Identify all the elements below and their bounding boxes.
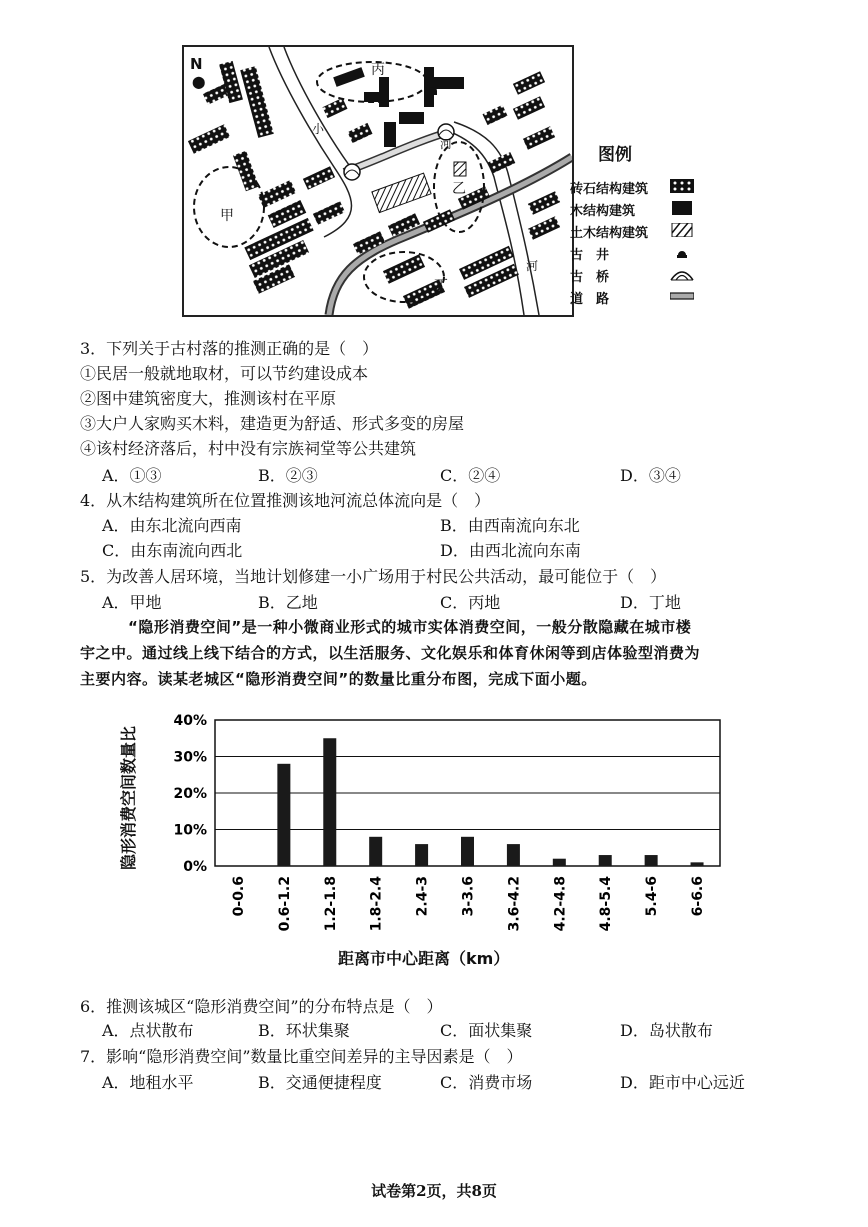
question-3-statement-2: ②图中建筑密度大，推测该村在平原 bbox=[80, 389, 337, 408]
bar-2.4-3 bbox=[415, 844, 428, 866]
q5-option-a[interactable]: A．甲地 bbox=[102, 593, 162, 612]
x-tick-label: 3-3.6 bbox=[460, 876, 477, 917]
question-4-stem: 4．从木结构建筑所在位置推测该地河流总体流向是（ ） bbox=[80, 491, 491, 510]
q3-option-c[interactable]: C．②④ bbox=[440, 466, 501, 485]
chart-xlabel: 距离市中心距离（km） bbox=[338, 949, 510, 968]
region-ding bbox=[364, 252, 444, 302]
question-3-statement-1: ①民居一般就地取材，可以节约建设成本 bbox=[80, 364, 369, 383]
village-map-svg bbox=[184, 47, 572, 315]
q3-option-d[interactable]: D．③④ bbox=[620, 466, 681, 485]
bar-4.8-5.4 bbox=[599, 855, 612, 866]
question-5-stem: 5．为改善人居环境，当地计划修建一小广场用于村民公共活动，最可能位于（ ） bbox=[80, 567, 667, 586]
q3-option-b[interactable]: B．②③ bbox=[258, 466, 318, 485]
legend-label: 木结构建筑 bbox=[570, 204, 636, 219]
y-tick-label: 0% bbox=[183, 859, 207, 875]
x-tick-label: 1.8-2.4 bbox=[368, 876, 385, 932]
q4-option-a[interactable]: A．由东北流向西南 bbox=[102, 516, 242, 535]
x-tick-label: 4.8-5.4 bbox=[598, 876, 615, 932]
q6-option-a[interactable]: A．点状散布 bbox=[102, 1021, 194, 1040]
q7-option-b[interactable]: B．交通便捷程度 bbox=[258, 1073, 382, 1092]
legend-item-wood bbox=[570, 198, 705, 220]
legend-item-road bbox=[570, 286, 705, 308]
q4-option-c[interactable]: C．由东南流向西北 bbox=[102, 541, 243, 560]
legend-item-well bbox=[570, 242, 705, 264]
x-tick-label: 6-6.6 bbox=[690, 876, 707, 917]
bar-3.6-4.2 bbox=[507, 844, 520, 866]
passage-line-1: “隐形消费空间”是一种小微商业形式的城市实体消费空间，一般分散隐藏在城市楼 bbox=[128, 618, 692, 636]
earth-hatched-icon bbox=[670, 223, 694, 237]
q7-option-d[interactable]: D．距市中心远近 bbox=[620, 1073, 745, 1092]
x-tick-label: 5.4-6 bbox=[644, 876, 661, 917]
brick-dots-icon bbox=[670, 179, 694, 193]
village-map bbox=[182, 45, 574, 317]
question-7-stem: 7．影响“隐形消费空间”数量比重空间差异的主导因素是（ ） bbox=[80, 1047, 523, 1066]
chart-ylabel-wrap bbox=[120, 720, 150, 880]
region-label-ding: 丁 bbox=[434, 278, 448, 294]
question-3-statement-4: ④该村经济落后，村中没有宗族祠堂等公共建筑 bbox=[80, 439, 417, 458]
x-tick-label: 1.2-1.8 bbox=[322, 876, 339, 932]
q5-option-d[interactable]: D．丁地 bbox=[620, 593, 681, 612]
q6-option-b[interactable]: B．环状集聚 bbox=[258, 1021, 350, 1040]
q6-option-d[interactable]: D．岛状散布 bbox=[620, 1021, 713, 1040]
bar-0.6-1.2 bbox=[277, 764, 290, 866]
region-label-yi: 乙 bbox=[452, 181, 466, 197]
question-3-statement-3: ③大户人家购买木料，建造更为舒适、形式多变的房屋 bbox=[80, 414, 465, 433]
legend-title: 图例 bbox=[598, 145, 632, 165]
q6-option-c[interactable]: C．面状集聚 bbox=[440, 1021, 533, 1040]
q4-option-d[interactable]: D．由西北流向东南 bbox=[440, 541, 581, 560]
x-tick-label: 0-0.6 bbox=[230, 876, 247, 917]
q7-option-a[interactable]: A．地租水平 bbox=[102, 1073, 194, 1092]
bar-3-3.6 bbox=[461, 837, 474, 866]
passage bbox=[80, 614, 780, 692]
well-icon bbox=[429, 87, 437, 95]
bar-5.4-6 bbox=[645, 855, 658, 866]
q7-option-c[interactable]: C．消费市场 bbox=[440, 1073, 533, 1092]
legend-item-brick bbox=[570, 176, 705, 198]
legend-label: 砖石结构建筑 bbox=[570, 182, 649, 197]
q3-option-a[interactable]: A．①③ bbox=[102, 466, 162, 485]
road-line-icon bbox=[670, 289, 694, 303]
passage-line-3: 主要内容。读某老城区“隐形消费空间”的数量比重分布图，完成下面小题。 bbox=[80, 670, 597, 688]
y-tick-label: 40% bbox=[173, 713, 207, 729]
x-tick-label: 3.6-4.2 bbox=[506, 876, 523, 932]
river-label-he-2: 河 bbox=[526, 259, 539, 273]
passage-line-2: 宇之中。通过线上线下结合的方式，以生活服务、文化娱乐和体育休闲等到店体验型消费为 bbox=[80, 644, 701, 662]
legend-label: 土木结构建筑 bbox=[570, 226, 649, 241]
question-3-stem: 3．下列关于古村落的推测正确的是（ ） bbox=[80, 339, 379, 358]
bar-1.2-1.8 bbox=[323, 738, 336, 866]
bar-chart bbox=[140, 706, 760, 966]
north-arrow-icon: ⬤ bbox=[192, 75, 206, 89]
x-tick-label: 2.4-3 bbox=[414, 876, 431, 917]
q5-option-b[interactable]: B．乙地 bbox=[258, 593, 318, 612]
region-label-jia: 甲 bbox=[220, 208, 234, 224]
q5-option-c[interactable]: C．丙地 bbox=[440, 593, 501, 612]
legend-item-bridge bbox=[570, 264, 705, 286]
bar-6-6.6 bbox=[691, 862, 704, 866]
x-tick-label: 0.6-1.2 bbox=[276, 876, 293, 932]
legend-label: 古 桥 bbox=[570, 270, 610, 285]
legend-item-earth bbox=[570, 220, 705, 242]
river-label-xiao: 小 bbox=[312, 122, 325, 136]
well-icon bbox=[670, 245, 694, 259]
chart-ylabel: 隐形消费空间数量比 bbox=[119, 725, 138, 870]
legend-label: 道 路 bbox=[570, 292, 610, 307]
question-6-stem: 6．推测该城区“隐形消费空间”的分布特点是（ ） bbox=[80, 997, 443, 1016]
x-tick-label: 4.2-4.8 bbox=[552, 876, 569, 932]
north-arrow-label: N bbox=[190, 55, 203, 73]
bar-1.8-2.4 bbox=[369, 837, 382, 866]
earth-building bbox=[372, 173, 431, 212]
y-tick-label: 20% bbox=[173, 786, 207, 802]
legend-label: 古 井 bbox=[570, 248, 610, 263]
region-label-bing: 丙 bbox=[371, 62, 385, 78]
y-tick-label: 10% bbox=[173, 822, 207, 839]
page-footer: 试卷第2页，共8页 bbox=[371, 1182, 497, 1200]
river-label-he-1: 河 bbox=[440, 137, 453, 151]
bridge-icon-1 bbox=[344, 164, 360, 180]
bar-chart-svg bbox=[140, 706, 760, 966]
bridge-icon bbox=[670, 267, 694, 281]
bar-4.2-4.8 bbox=[553, 859, 566, 866]
wood-solid-icon bbox=[670, 201, 694, 215]
q4-option-b[interactable]: B．由西南流向东北 bbox=[440, 516, 580, 535]
y-tick-label: 30% bbox=[173, 749, 207, 766]
